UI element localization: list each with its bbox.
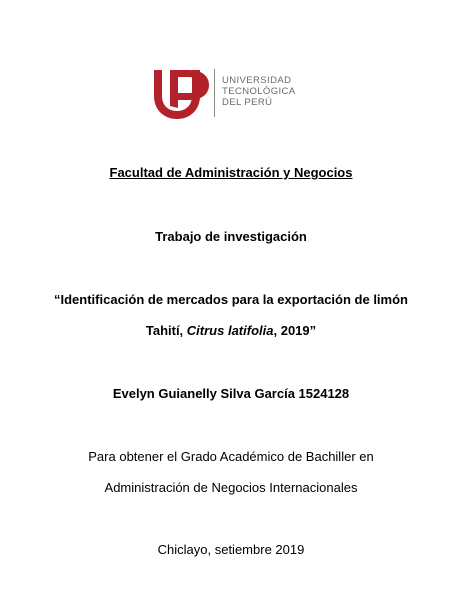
thesis-title-line-2-end: , 2019”: [273, 323, 317, 338]
utp-logo-icon: [151, 66, 211, 122]
faculty-heading: Facultad de Administración y Negocios: [109, 165, 353, 180]
thesis-title-line-2: [0, 323, 462, 339]
author-line: Evelyn Guianelly Silva García 1524128: [112, 386, 350, 401]
logo-line-3: DEL PERÚ: [222, 97, 273, 108]
logo-line-2: TECNOLÓGICA: [222, 86, 296, 97]
logo-wordmark: [222, 75, 296, 108]
work-type-heading: Trabajo de investigación: [155, 229, 307, 244]
thesis-title-scientific-name: Citrus latifolia: [186, 323, 274, 338]
purpose-line-2: Administración de Negocios Internacionales: [104, 480, 358, 495]
place-date-line: Chiclayo, setiembre 2019: [157, 542, 305, 557]
thesis-title-line-2-start: Tahití,: [145, 323, 187, 338]
thesis-title-line-1: “Identificación de mercados para la exportación de limón: [54, 292, 408, 307]
logo-line-1: UNIVERSIDAD: [222, 75, 292, 86]
university-logo: [151, 66, 311, 122]
purpose-line-1: Para obtener el Grado Académico de Bachiller en: [88, 449, 374, 464]
logo-divider: [214, 69, 215, 117]
